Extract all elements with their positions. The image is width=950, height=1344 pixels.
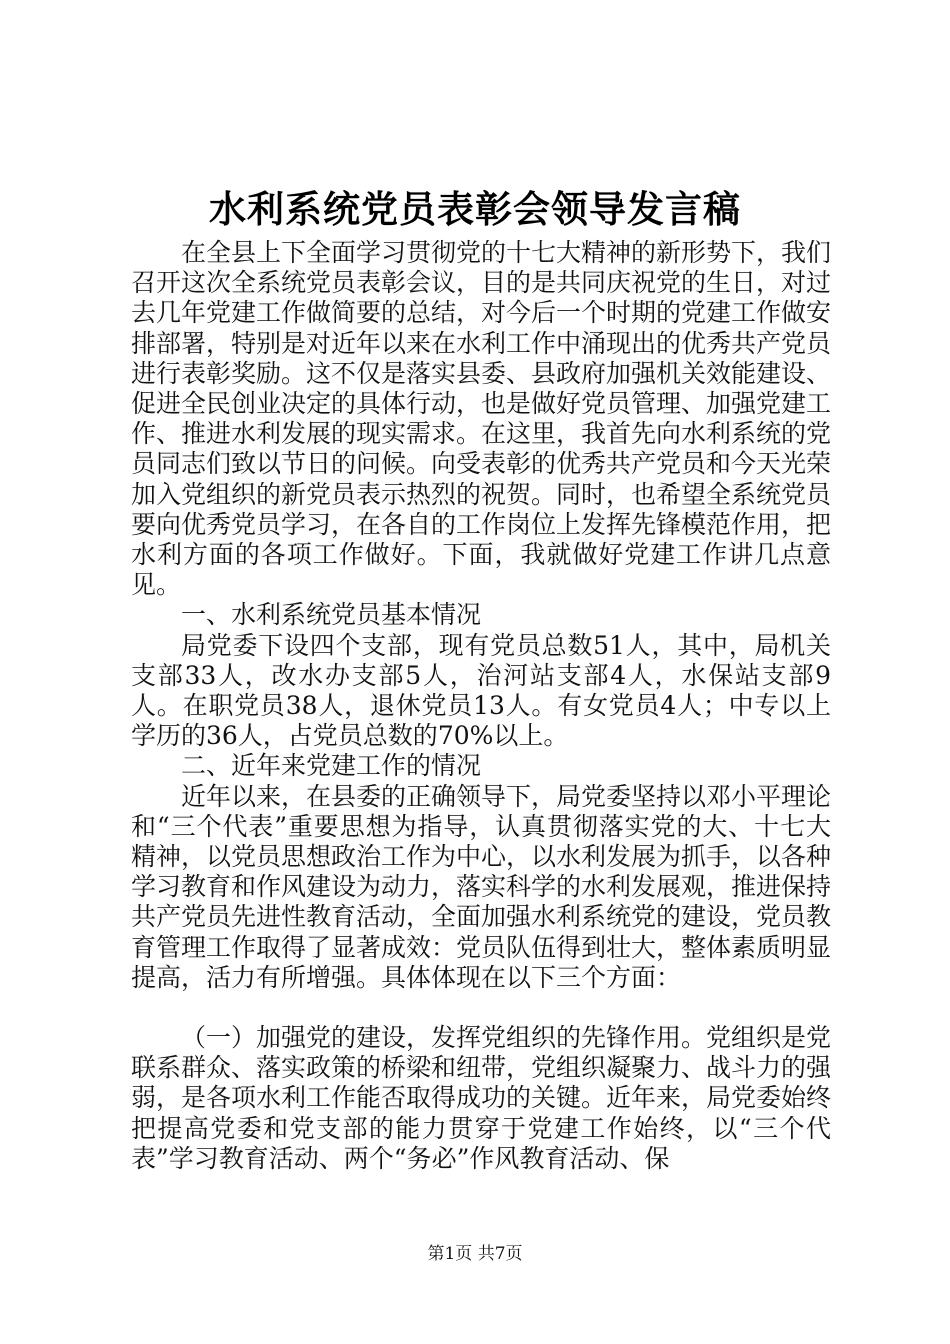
paragraph-member-stats: 局党委下设四个支部，现有党员总数51人，其中，局机关支部33人，改水办支部5人，治河站支部4人，水保站支部9人。在职党员38人，退休党员13人。有女党员4人；中专以上学历的36人，占党员总数的70%以上。	[131, 630, 831, 751]
section-heading-2: 二、近年来党建工作的情况	[181, 751, 482, 781]
paragraph-intro: 在全县上下全面学习贯彻党的十七大精神的新形势下，我们召开这次全系统党员表彰会议，目的是共同庆祝党的生日，对过去几年党建工作做简要的总结，对今后一个时期的党建工作做安排部署，特别是对近年以来在水利工作中涌现出的优秀共产党员进行表彰奖励。这不仅是落实县委、县政府加强机关效能建设、促进全民创业决定的具体行动，也是做好党员管理、加强党建工作、推进水利发展的现实需求。在这里，我首先向水利系统的党员同志们致以节日的问候。向受表彰的优秀共产党员和今天光荣加入党组织的新党员表示热烈的祝贺。同时，也希望全系统党员要向优秀党员学习，在各自的工作岗位上发挥先锋模范作用，把水利方面的各项工作做好。下面，我就做好党建工作讲几点意见。	[131, 238, 832, 600]
document-body	[131, 238, 831, 1174]
document-title: 水利系统党员表彰会领导发言稿	[209, 187, 741, 231]
paragraph-party-building: （一）加强党的建设，发挥党组织的先锋作用。党组织是党联系群众、落实政策的桥梁和纽带，党组织凝聚力、战斗力的强弱，是各项水利工作能否取得成功的关键。近年来，局党委始终把提高党委和党支部的能力贯穿于党建工作始终，以“三个代表”学习教育活动、两个“务必”作风教育活动、保	[131, 1023, 832, 1173]
section-heading-1: 一、水利系统党员基本情况	[181, 600, 482, 630]
paragraph-recent-work: 近年以来，在县委的正确领导下，局党委坚持以邓小平理论和“三个代表”重要思想为指导，认真贯彻落实党的大、十七大精神，以党员思想政治工作为中心，以水利发展为抓手，以各种学习教育和作风建设为动力，落实科学的水利发展观，推进保持共产党员先进性教育活动，全面加强水利系统党的建设，党员教育管理工作取得了显著成效：党员队伍得到壮大，整体素质明显提高，活力有所增强。具体体现在以下三个方面：	[131, 781, 832, 992]
page-number: 第1页 共7页	[427, 1244, 523, 1264]
